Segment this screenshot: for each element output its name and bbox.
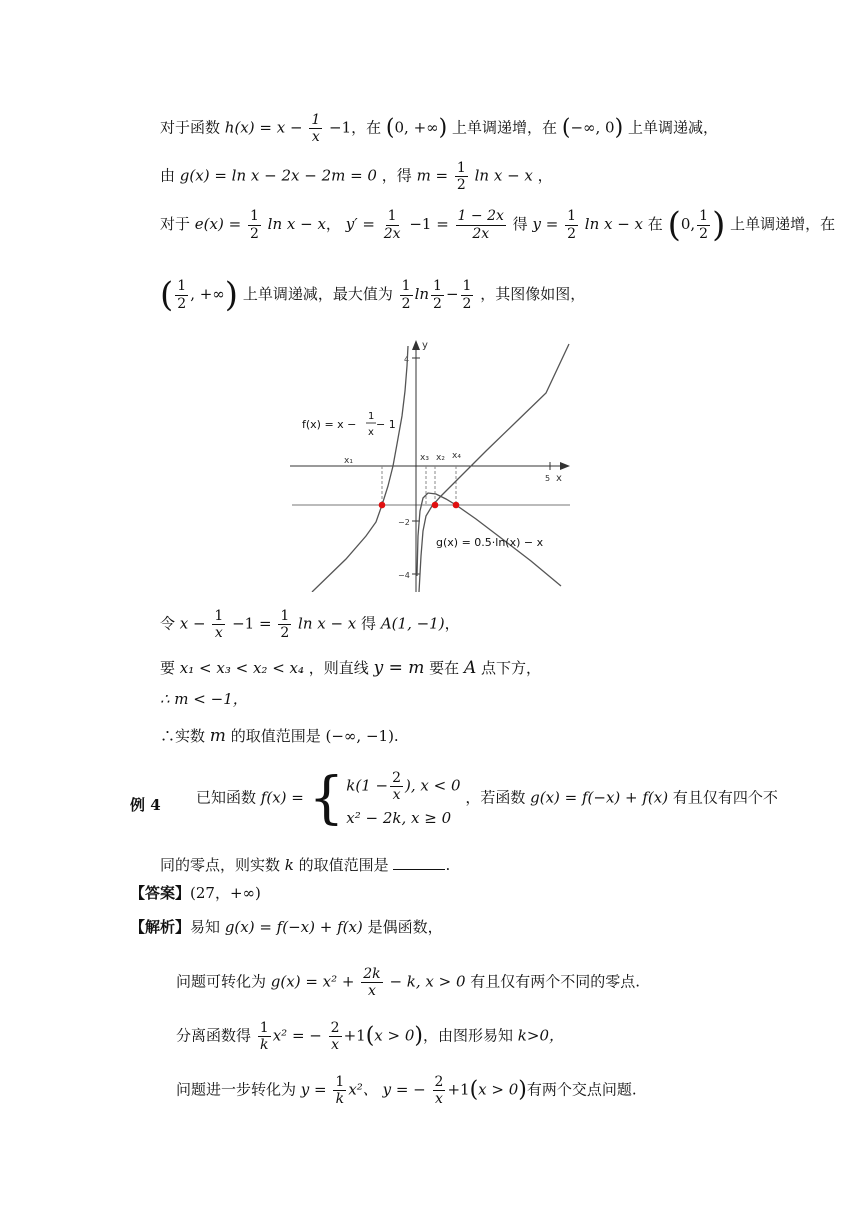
text: 上单调递减，	[627, 118, 718, 137]
text: 是偶函数，	[367, 918, 443, 936]
interval: , +∞	[190, 285, 225, 303]
fraction	[175, 278, 188, 311]
numerator: 1	[177, 278, 187, 295]
f-label	[302, 411, 396, 438]
text: 上单调递减，最大值为	[242, 285, 393, 303]
answer-value: (27，+∞)	[190, 884, 261, 902]
fraction	[431, 278, 444, 311]
fraction	[456, 208, 506, 241]
fraction	[390, 770, 403, 803]
numerator: 1	[214, 608, 224, 624]
fraction	[309, 112, 322, 145]
numerator: 1	[462, 278, 472, 295]
text: 有且仅有四个不	[672, 788, 778, 807]
text: 同的零点，则实数	[160, 856, 281, 874]
analysis-p1	[176, 966, 640, 999]
text: 对于函数	[160, 118, 221, 137]
numerator: 1	[311, 112, 321, 128]
x-axis-label: x	[556, 473, 562, 484]
numerator: 1	[335, 1074, 345, 1090]
text: 得	[361, 614, 377, 633]
text: 上单调递增，在	[452, 118, 558, 137]
paren: )	[518, 1077, 527, 1103]
text: 分离函数得	[176, 1026, 252, 1045]
text: 由	[160, 166, 176, 185]
piecewise-row	[346, 770, 460, 803]
numerator: 1	[456, 160, 466, 176]
label-x1: x₁	[344, 456, 353, 466]
math: +1	[447, 1080, 470, 1099]
y-axis-arrow	[412, 340, 420, 350]
denominator: 2	[699, 225, 709, 242]
f-label-den: x	[368, 427, 374, 438]
math: ln x − x	[584, 215, 644, 233]
math: ln x − x	[267, 215, 326, 233]
piecewise-rows	[346, 770, 460, 827]
denominator: x	[435, 1091, 443, 1108]
denominator: 2x	[472, 225, 490, 242]
intersection-point	[379, 502, 386, 509]
fraction	[382, 208, 403, 241]
denominator: 2	[456, 177, 466, 194]
math: x² = −	[272, 1026, 322, 1045]
math: x > 0	[478, 1080, 519, 1099]
math: x > 0	[374, 1026, 415, 1045]
tick-label-5: 5	[545, 474, 551, 483]
text: ，得	[381, 166, 412, 185]
fraction	[400, 278, 413, 311]
math: ln x − x	[474, 166, 533, 185]
math: (−∞, −1)	[325, 727, 394, 745]
text: 上单调递增，在	[730, 215, 836, 233]
answer-blank	[393, 857, 445, 870]
paren: (	[160, 275, 174, 315]
math: ln x − x	[298, 614, 357, 633]
paren: )	[614, 115, 624, 141]
numerator: 2	[392, 770, 402, 786]
fraction	[461, 278, 474, 311]
math: − k, x > 0	[389, 972, 466, 991]
math: y =	[532, 215, 559, 233]
f-curve-left-branch	[312, 346, 408, 592]
text: −1，在	[329, 118, 382, 137]
fraction	[329, 1020, 342, 1053]
numerator: 1	[699, 208, 709, 225]
numerator: 1	[387, 208, 397, 225]
denominator: 2	[433, 295, 442, 312]
text: ，由图形易知	[423, 1026, 514, 1045]
function-graph	[286, 336, 574, 592]
numerator: 2	[330, 1020, 340, 1036]
math: A(1, −1)	[380, 614, 445, 633]
text-line-8	[160, 726, 399, 746]
math: −1 =	[232, 614, 272, 633]
text-line-1	[160, 112, 718, 145]
label-x4: x₄	[452, 451, 461, 461]
numerator: 2	[434, 1074, 444, 1090]
fraction	[455, 160, 468, 193]
analysis-label: 【解析】	[130, 918, 191, 936]
text: ，其图像如图，	[480, 285, 586, 303]
denominator: x	[311, 129, 320, 146]
math: h(x) = x −	[224, 118, 303, 137]
math: x²、	[348, 1080, 378, 1099]
text: ∴实数	[160, 727, 206, 745]
fraction	[278, 608, 291, 641]
example-4-line-2	[160, 856, 450, 874]
y-axis-label: y	[422, 340, 428, 351]
math: ln	[414, 285, 430, 303]
f-label-num: 1	[368, 411, 375, 422]
numerator: 1	[567, 208, 576, 225]
math: k(1 −	[346, 776, 389, 795]
math: g(x) = f(−x) + f(x)	[224, 918, 363, 936]
denominator: k	[260, 1037, 269, 1054]
math: −1 =	[409, 215, 449, 233]
text: .	[445, 856, 451, 874]
brace: {	[308, 765, 345, 831]
text: 有两个交点问题.	[526, 1080, 637, 1099]
text: ，若函数	[465, 788, 526, 807]
fraction	[433, 1074, 446, 1107]
paren: (	[561, 115, 571, 141]
tick-label-minus-2: −2	[398, 518, 410, 527]
denominator: k	[335, 1091, 345, 1108]
numerator: 1	[401, 278, 411, 295]
tick-label-minus-4: −4	[398, 571, 410, 580]
math: m	[209, 726, 226, 746]
piecewise	[308, 765, 461, 831]
math: k	[284, 856, 294, 874]
f-curve-right-branch	[419, 344, 569, 592]
fraction	[333, 1074, 346, 1107]
numerator: 1	[259, 1020, 269, 1036]
fraction	[361, 966, 382, 999]
math: ∴ m < −1，	[160, 690, 248, 708]
analysis-p3	[176, 1074, 637, 1107]
math: y =	[300, 1080, 327, 1099]
answer-label: 【答案】	[130, 884, 191, 902]
example-4-label	[130, 796, 161, 814]
interval: 0, +∞	[394, 118, 439, 137]
denominator: x	[368, 983, 376, 1000]
paren: )	[224, 275, 239, 315]
f-label-text: f(x) = x −	[302, 418, 357, 431]
tick-label-4: 4	[404, 355, 410, 364]
text: ，	[325, 215, 341, 233]
denominator: 2	[401, 295, 411, 312]
denominator: x	[214, 625, 223, 642]
fraction	[248, 208, 261, 241]
math: x₁ < x₃ < x₂ < x₄	[179, 659, 305, 677]
text-line-6	[160, 658, 541, 678]
text: ，	[537, 166, 553, 185]
paren: )	[438, 115, 448, 141]
intersection-point	[453, 502, 460, 509]
text: 在	[647, 215, 663, 233]
text: 有且仅有两个不同的零点.	[470, 972, 641, 991]
text: ，	[444, 614, 460, 633]
denominator: 2	[177, 295, 187, 312]
text: .	[393, 727, 399, 745]
numerator: 1 − 2x	[457, 208, 504, 225]
intersection-point	[432, 502, 439, 509]
math: ), x < 0	[405, 776, 461, 795]
text: 易知	[190, 918, 221, 936]
denominator: x	[331, 1037, 340, 1054]
fraction	[697, 208, 710, 241]
paren: (	[365, 1023, 375, 1049]
math: +1	[343, 1026, 366, 1045]
text: ，则直线	[308, 659, 369, 677]
example-4-line-1	[196, 765, 778, 831]
answer-line	[130, 884, 261, 902]
text-line-4	[160, 275, 586, 315]
label-x2: x₂	[436, 453, 445, 463]
text-line-5	[160, 608, 460, 641]
paren: (	[469, 1077, 479, 1103]
text: 的取值范围是	[230, 727, 321, 745]
text-line-2	[160, 160, 553, 193]
math: m =	[416, 166, 449, 185]
fraction	[212, 608, 225, 641]
denominator: 2	[249, 225, 259, 242]
function-graph-figure	[286, 336, 574, 592]
fraction	[565, 208, 578, 241]
numerator: 1	[280, 608, 290, 624]
text: 令	[160, 614, 176, 633]
math: A	[463, 658, 477, 678]
text: 要	[160, 659, 176, 677]
paren: (	[667, 205, 681, 245]
numerator: 2k	[363, 966, 381, 982]
example-label: 例 4	[130, 796, 161, 814]
math: g(x) = f(−x) + f(x)	[530, 788, 669, 807]
math: y = −	[382, 1080, 426, 1099]
math: g(x) = ln x − 2x − 2m = 0	[179, 166, 377, 185]
label-x3: x₃	[420, 453, 429, 463]
numerator: 1	[433, 278, 442, 295]
x-axis-arrow	[560, 462, 570, 470]
g-label: g(x) = 0.5·ln(x) − x	[436, 536, 544, 549]
denominator: 2	[567, 225, 576, 242]
math: g(x) = x² +	[270, 972, 355, 991]
text: 已知函数	[196, 788, 257, 807]
text: 对于	[160, 215, 191, 233]
math: x −	[179, 614, 206, 633]
text-line-7	[160, 690, 248, 708]
analysis-p2	[176, 1020, 564, 1053]
denominator: x	[392, 787, 401, 804]
f-label-tail: − 1	[376, 418, 396, 431]
text: 点下方，	[481, 659, 542, 677]
math: y = m	[373, 658, 425, 678]
interval: −∞, 0	[570, 118, 615, 137]
interval: 0,	[680, 215, 696, 233]
text-line-3	[160, 205, 836, 245]
piecewise-row: x² − 2k, x ≥ 0	[346, 809, 452, 828]
text: 得	[512, 215, 528, 233]
denominator: 2x	[383, 225, 401, 242]
text: 问题进一步转化为	[176, 1080, 297, 1099]
paren: )	[414, 1023, 423, 1049]
math: f(x) =	[260, 788, 304, 807]
numerator: 1	[249, 208, 259, 225]
text: 要在	[429, 659, 460, 677]
math: y′ =	[345, 215, 375, 233]
text: 的取值范围是	[298, 856, 389, 874]
fraction	[258, 1020, 271, 1053]
denominator: 2	[462, 295, 472, 312]
text: 问题可转化为	[176, 972, 267, 991]
analysis-line	[130, 918, 443, 936]
paren: (	[385, 115, 395, 141]
denominator: 2	[280, 625, 290, 642]
paren: )	[712, 205, 726, 245]
math: k>0，	[517, 1026, 564, 1045]
math: e(x) =	[194, 215, 242, 233]
math: −	[445, 285, 459, 303]
